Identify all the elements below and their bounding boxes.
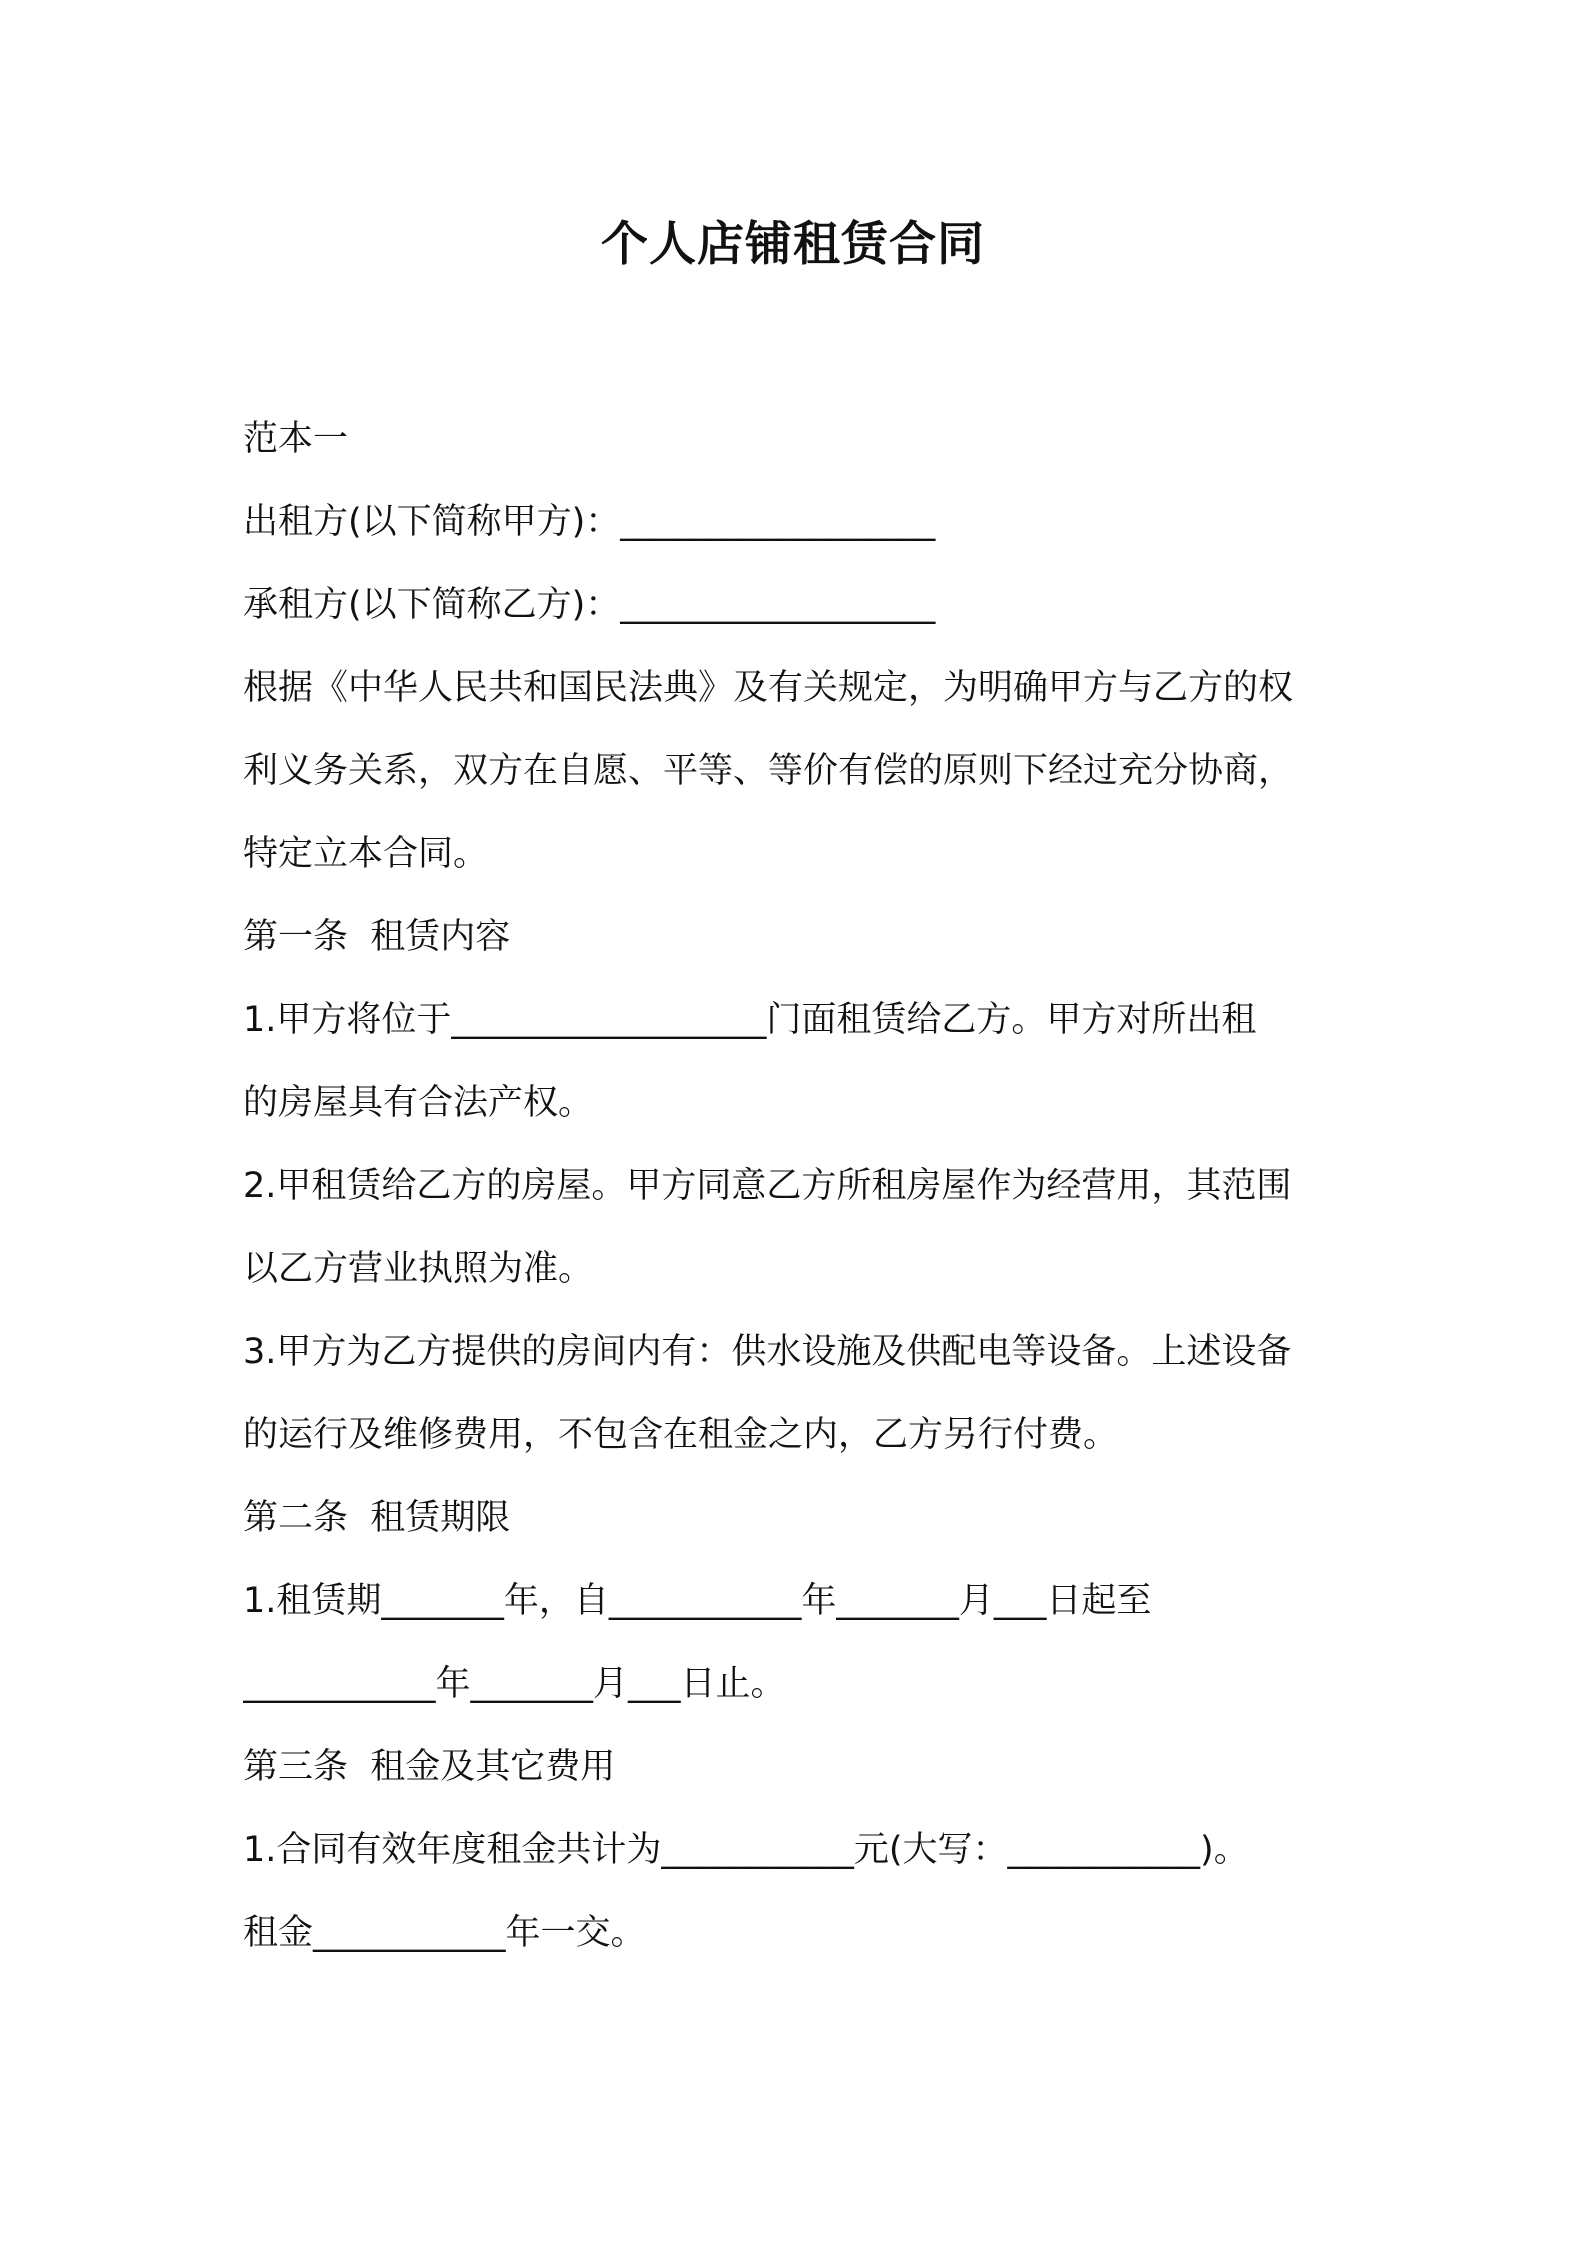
section-label: 范本一: [243, 419, 349, 459]
article-heading: 第一条 租赁内容: [243, 917, 511, 957]
contract-body: [243, 398, 1353, 1975]
lessee-line: 承租方(以下简称乙方)：__________________: [243, 585, 936, 625]
clause-line: 租金___________年一交。: [243, 1913, 646, 1953]
clause-line: 2.甲租赁给乙方的房屋。甲方同意乙方所租房屋作为经营用，其范围: [243, 1166, 1292, 1206]
contract-title: 个人店铺租赁合同: [601, 217, 985, 272]
clause-line: 1.甲方将位于__________________门面租赁给乙方。甲方对所出租: [243, 1000, 1257, 1040]
preamble-line: 利义务关系，双方在自愿、平等、等价有偿的原则下经过充分协商，: [243, 751, 1294, 791]
preamble-line: 根据《中华人民共和国民法典》及有关规定，为明确甲方与乙方的权: [243, 668, 1294, 708]
preamble-line: 特定立本合同。: [243, 834, 489, 874]
clause-line: 1.租赁期_______年，自___________年_______月___日起至: [243, 1581, 1152, 1621]
clause-line: 1.合同有效年度租金共计为___________元(大写：___________)。: [243, 1830, 1249, 1870]
clause-line: 的房屋具有合法产权。: [243, 1083, 594, 1123]
lessor-line: 出租方(以下简称甲方)：__________________: [243, 502, 936, 542]
article-heading: 第二条 租赁期限: [243, 1498, 511, 1538]
clause-line: 的运行及维修费用，不包含在租金之内，乙方另行付费。: [243, 1415, 1119, 1455]
clause-line: 3.甲方为乙方提供的房间内有：供水设施及供配电等设备。上述设备: [243, 1332, 1292, 1372]
clause-line: 以乙方营业执照为准。: [243, 1249, 594, 1289]
article-heading: 第三条 租金及其它费用: [243, 1747, 616, 1787]
clause-line: ___________年_______月___日止。: [243, 1664, 786, 1704]
